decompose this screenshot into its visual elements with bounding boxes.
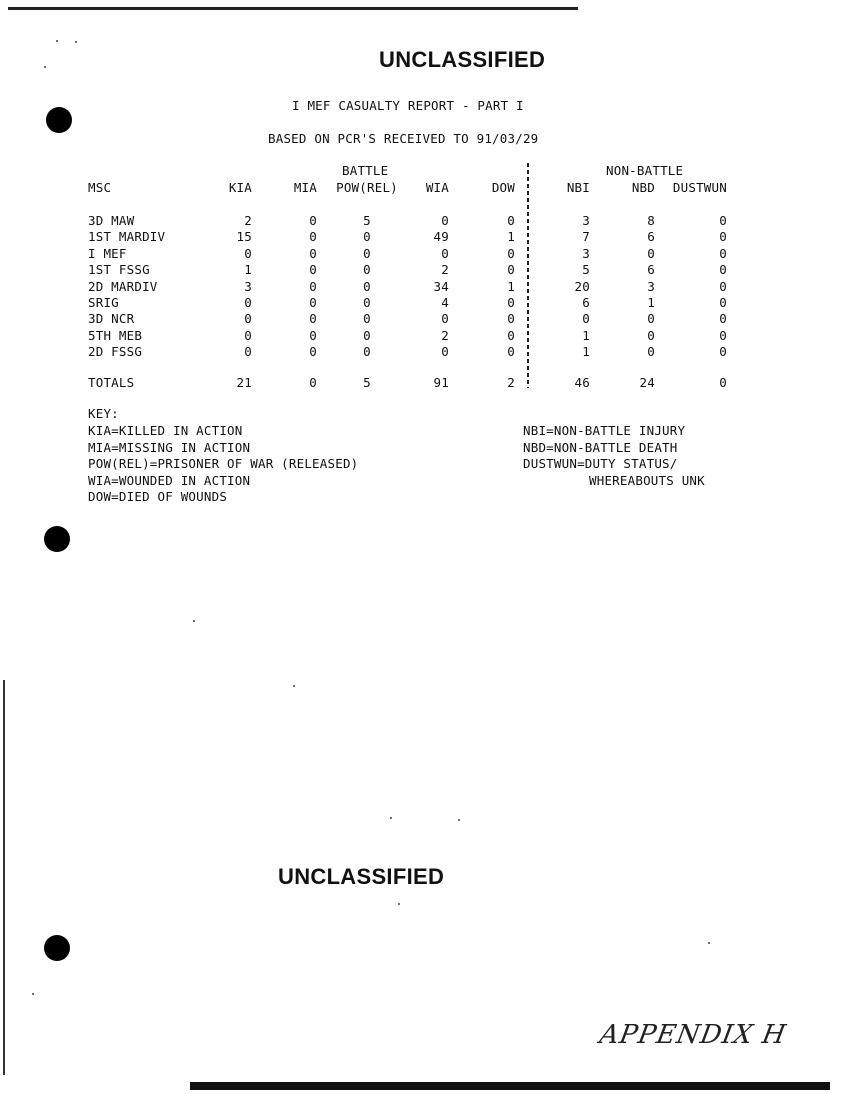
- table-cell-kia: 0: [244, 245, 252, 261]
- table-cell-wia: 0: [441, 344, 449, 360]
- table-cell-pow-rel: 0: [363, 245, 371, 261]
- table-cell-wia: 2: [441, 327, 449, 343]
- table-cell-kia: 2: [244, 213, 252, 228]
- table-cell-wia: 2: [441, 262, 449, 278]
- table-cell-nbd: 8: [647, 213, 655, 228]
- table-cell-pow-rel: 0: [363, 311, 371, 327]
- table-cell-nbd: 0: [647, 327, 655, 343]
- bottom-border-line: [190, 1082, 830, 1090]
- key-heading: KEY:: [88, 406, 119, 421]
- totals-cell-dustwun: 0: [719, 375, 727, 390]
- table-cell-dow: 0: [507, 311, 515, 327]
- totals-cell-nbd: 24: [639, 375, 655, 390]
- column-header-dow: DOW: [491, 180, 515, 195]
- table-cell-mia: 0: [309, 344, 317, 360]
- table-cell-nbd: 0: [647, 245, 655, 261]
- table-cell-msc: SRIG: [88, 295, 119, 310]
- table-cell-kia: 1: [244, 262, 252, 278]
- speck: [398, 903, 400, 905]
- table-cell-kia: 15: [236, 229, 252, 245]
- table-cell-dustwun: 0: [719, 311, 727, 327]
- table-cell-dustwun: 0: [719, 344, 727, 360]
- column-header-wia: WIA: [425, 180, 449, 195]
- table-cell-wia: 0: [441, 311, 449, 327]
- table-cell-msc: 2D FSSG: [88, 344, 143, 360]
- column-header-pow-rel: POW(REL): [336, 180, 398, 195]
- key-right-item: DUSTWUN=DUTY STATUS/: [523, 456, 678, 472]
- table-cell-mia: 0: [309, 213, 317, 228]
- table-cell-mia: 0: [309, 229, 317, 245]
- speck: [32, 993, 34, 995]
- table-cell-msc: 1ST FSSG: [88, 262, 150, 278]
- speck: [708, 942, 710, 944]
- classification-bottom: UNCLASSIFIED: [278, 864, 445, 889]
- table-cell-pow-rel: 0: [363, 295, 371, 310]
- table-cell-dustwun: 0: [719, 327, 727, 343]
- table-cell-pow-rel: 5: [363, 213, 371, 228]
- table-cell-msc: 1ST MARDIV: [88, 229, 166, 245]
- group-header-battle: BATTLE: [342, 163, 389, 178]
- table-cell-nbi: 20: [574, 278, 590, 294]
- speck: [458, 819, 460, 821]
- table-cell-pow-rel: 0: [363, 262, 371, 278]
- table-cell-dustwun: 0: [719, 213, 727, 228]
- key-right-item: NBD=NON-BATTLE DEATH: [523, 439, 678, 455]
- table-cell-msc: 2D MARDIV: [88, 278, 158, 294]
- punch-hole-1: [46, 107, 72, 133]
- table-cell-nbd: 1: [647, 295, 655, 310]
- report-subtitle: BASED ON PCR'S RECEIVED TO 91/03/29: [268, 131, 539, 146]
- table-cell-nbi: 3: [582, 213, 590, 228]
- table-cell-nbd: 0: [647, 344, 655, 360]
- key-right-item: WHEREABOUTS UNK: [589, 472, 705, 488]
- table-cell-dow: 0: [507, 262, 515, 278]
- table-cell-nbi: 6: [582, 295, 590, 310]
- column-header-dustwun: DUSTWUN: [672, 180, 727, 195]
- table-cell-dow: 1: [507, 229, 515, 245]
- table-cell-kia: 0: [244, 295, 252, 310]
- totals-cell-kia: 21: [236, 375, 252, 390]
- key-left-item: WIA=WOUNDED IN ACTION: [88, 472, 251, 488]
- speck: [193, 620, 195, 622]
- totals-cell-mia: 0: [309, 375, 317, 390]
- table-cell-nbd: 0: [647, 311, 655, 327]
- table-cell-mia: 0: [309, 262, 317, 278]
- table-cell-wia: 0: [441, 213, 449, 228]
- table-cell-wia: 34: [433, 278, 449, 294]
- left-edge-line: [3, 680, 5, 1075]
- report-title: I MEF CASUALTY REPORT - PART I: [292, 98, 524, 113]
- table-cell-nbi: 1: [582, 344, 590, 360]
- table-cell-wia: 0: [441, 245, 449, 261]
- table-cell-nbi: 5: [582, 262, 590, 278]
- column-header-kia: KIA: [228, 180, 252, 195]
- totals-cell-pow-rel: 5: [363, 375, 371, 390]
- table-cell-nbi: 0: [582, 311, 590, 327]
- key-right-item: NBI=NON-BATTLE INJURY: [523, 423, 686, 438]
- table-cell-kia: 3: [244, 278, 252, 294]
- table-cell-nbi: 7: [582, 229, 590, 245]
- table-cell-mia: 0: [309, 295, 317, 310]
- table-cell-kia: 0: [244, 344, 252, 360]
- table-cell-kia: 0: [244, 327, 252, 343]
- key-left-item: POW(REL)=PRISONER OF WAR (RELEASED): [88, 456, 359, 472]
- key-left-item: MIA=MISSING IN ACTION: [88, 439, 251, 455]
- table-cell-msc: I MEF: [88, 245, 127, 261]
- table-cell-dow: 0: [507, 344, 515, 360]
- table-cell-dustwun: 0: [719, 229, 727, 245]
- table-cell-msc: 3D NCR: [88, 311, 135, 327]
- punch-hole-3: [44, 935, 70, 961]
- totals-cell-dow: 2: [507, 375, 515, 390]
- table-cell-dow: 0: [507, 295, 515, 310]
- table-cell-dustwun: 0: [719, 262, 727, 278]
- table-cell-msc: 3D MAW: [88, 213, 135, 228]
- top-border-line: [8, 7, 578, 10]
- column-header-msc: MSC: [88, 180, 112, 195]
- speck: [390, 817, 392, 819]
- table-cell-mia: 0: [309, 245, 317, 261]
- table-cell-pow-rel: 0: [363, 344, 371, 360]
- table-cell-mia: 0: [309, 311, 317, 327]
- table-cell-nbd: 6: [647, 262, 655, 278]
- table-cell-dow: 0: [507, 327, 515, 343]
- table-cell-msc: 5TH MEB: [88, 327, 143, 343]
- table-cell-nbi: 1: [582, 327, 590, 343]
- table-cell-mia: 0: [309, 278, 317, 294]
- speck: [56, 40, 58, 42]
- handwritten-appendix-note: APPENDIX H: [597, 1020, 789, 1050]
- speck: [293, 685, 295, 687]
- table-cell-nbd: 3: [647, 278, 655, 294]
- table-cell-wia: 49: [433, 229, 449, 245]
- totals-cell-msc: TOTALS: [88, 375, 135, 390]
- table-cell-nbi: 3: [582, 245, 590, 261]
- table-cell-dow: 0: [507, 245, 515, 261]
- table-cell-pow-rel: 0: [363, 327, 371, 343]
- table-cell-pow-rel: 0: [363, 229, 371, 245]
- totals-cell-nbi: 46: [574, 375, 590, 390]
- table-cell-dow: 0: [507, 213, 515, 228]
- table-cell-dustwun: 0: [719, 245, 727, 261]
- key-left-item: KIA=KILLED IN ACTION: [88, 423, 243, 438]
- speck: [75, 41, 77, 43]
- classification-top: UNCLASSIFIED: [379, 47, 546, 72]
- table-cell-dustwun: 0: [719, 295, 727, 310]
- totals-cell-wia: 91: [433, 375, 449, 390]
- table-cell-wia: 4: [441, 295, 449, 310]
- column-header-nbi: NBI: [566, 180, 590, 195]
- column-header-nbd: NBD: [631, 180, 655, 195]
- table-cell-mia: 0: [309, 327, 317, 343]
- table-cell-pow-rel: 0: [363, 278, 371, 294]
- key-left-item: DOW=DIED OF WOUNDS: [88, 489, 228, 505]
- table-cell-nbd: 6: [647, 229, 655, 245]
- column-header-mia: MIA: [293, 180, 317, 195]
- punch-hole-2: [44, 526, 70, 552]
- table-cell-dow: 1: [507, 278, 515, 294]
- group-header-nonbattle: NON-BATTLE: [606, 163, 684, 178]
- speck: [44, 66, 46, 68]
- table-cell-dustwun: 0: [719, 278, 727, 294]
- table-cell-kia: 0: [244, 311, 252, 327]
